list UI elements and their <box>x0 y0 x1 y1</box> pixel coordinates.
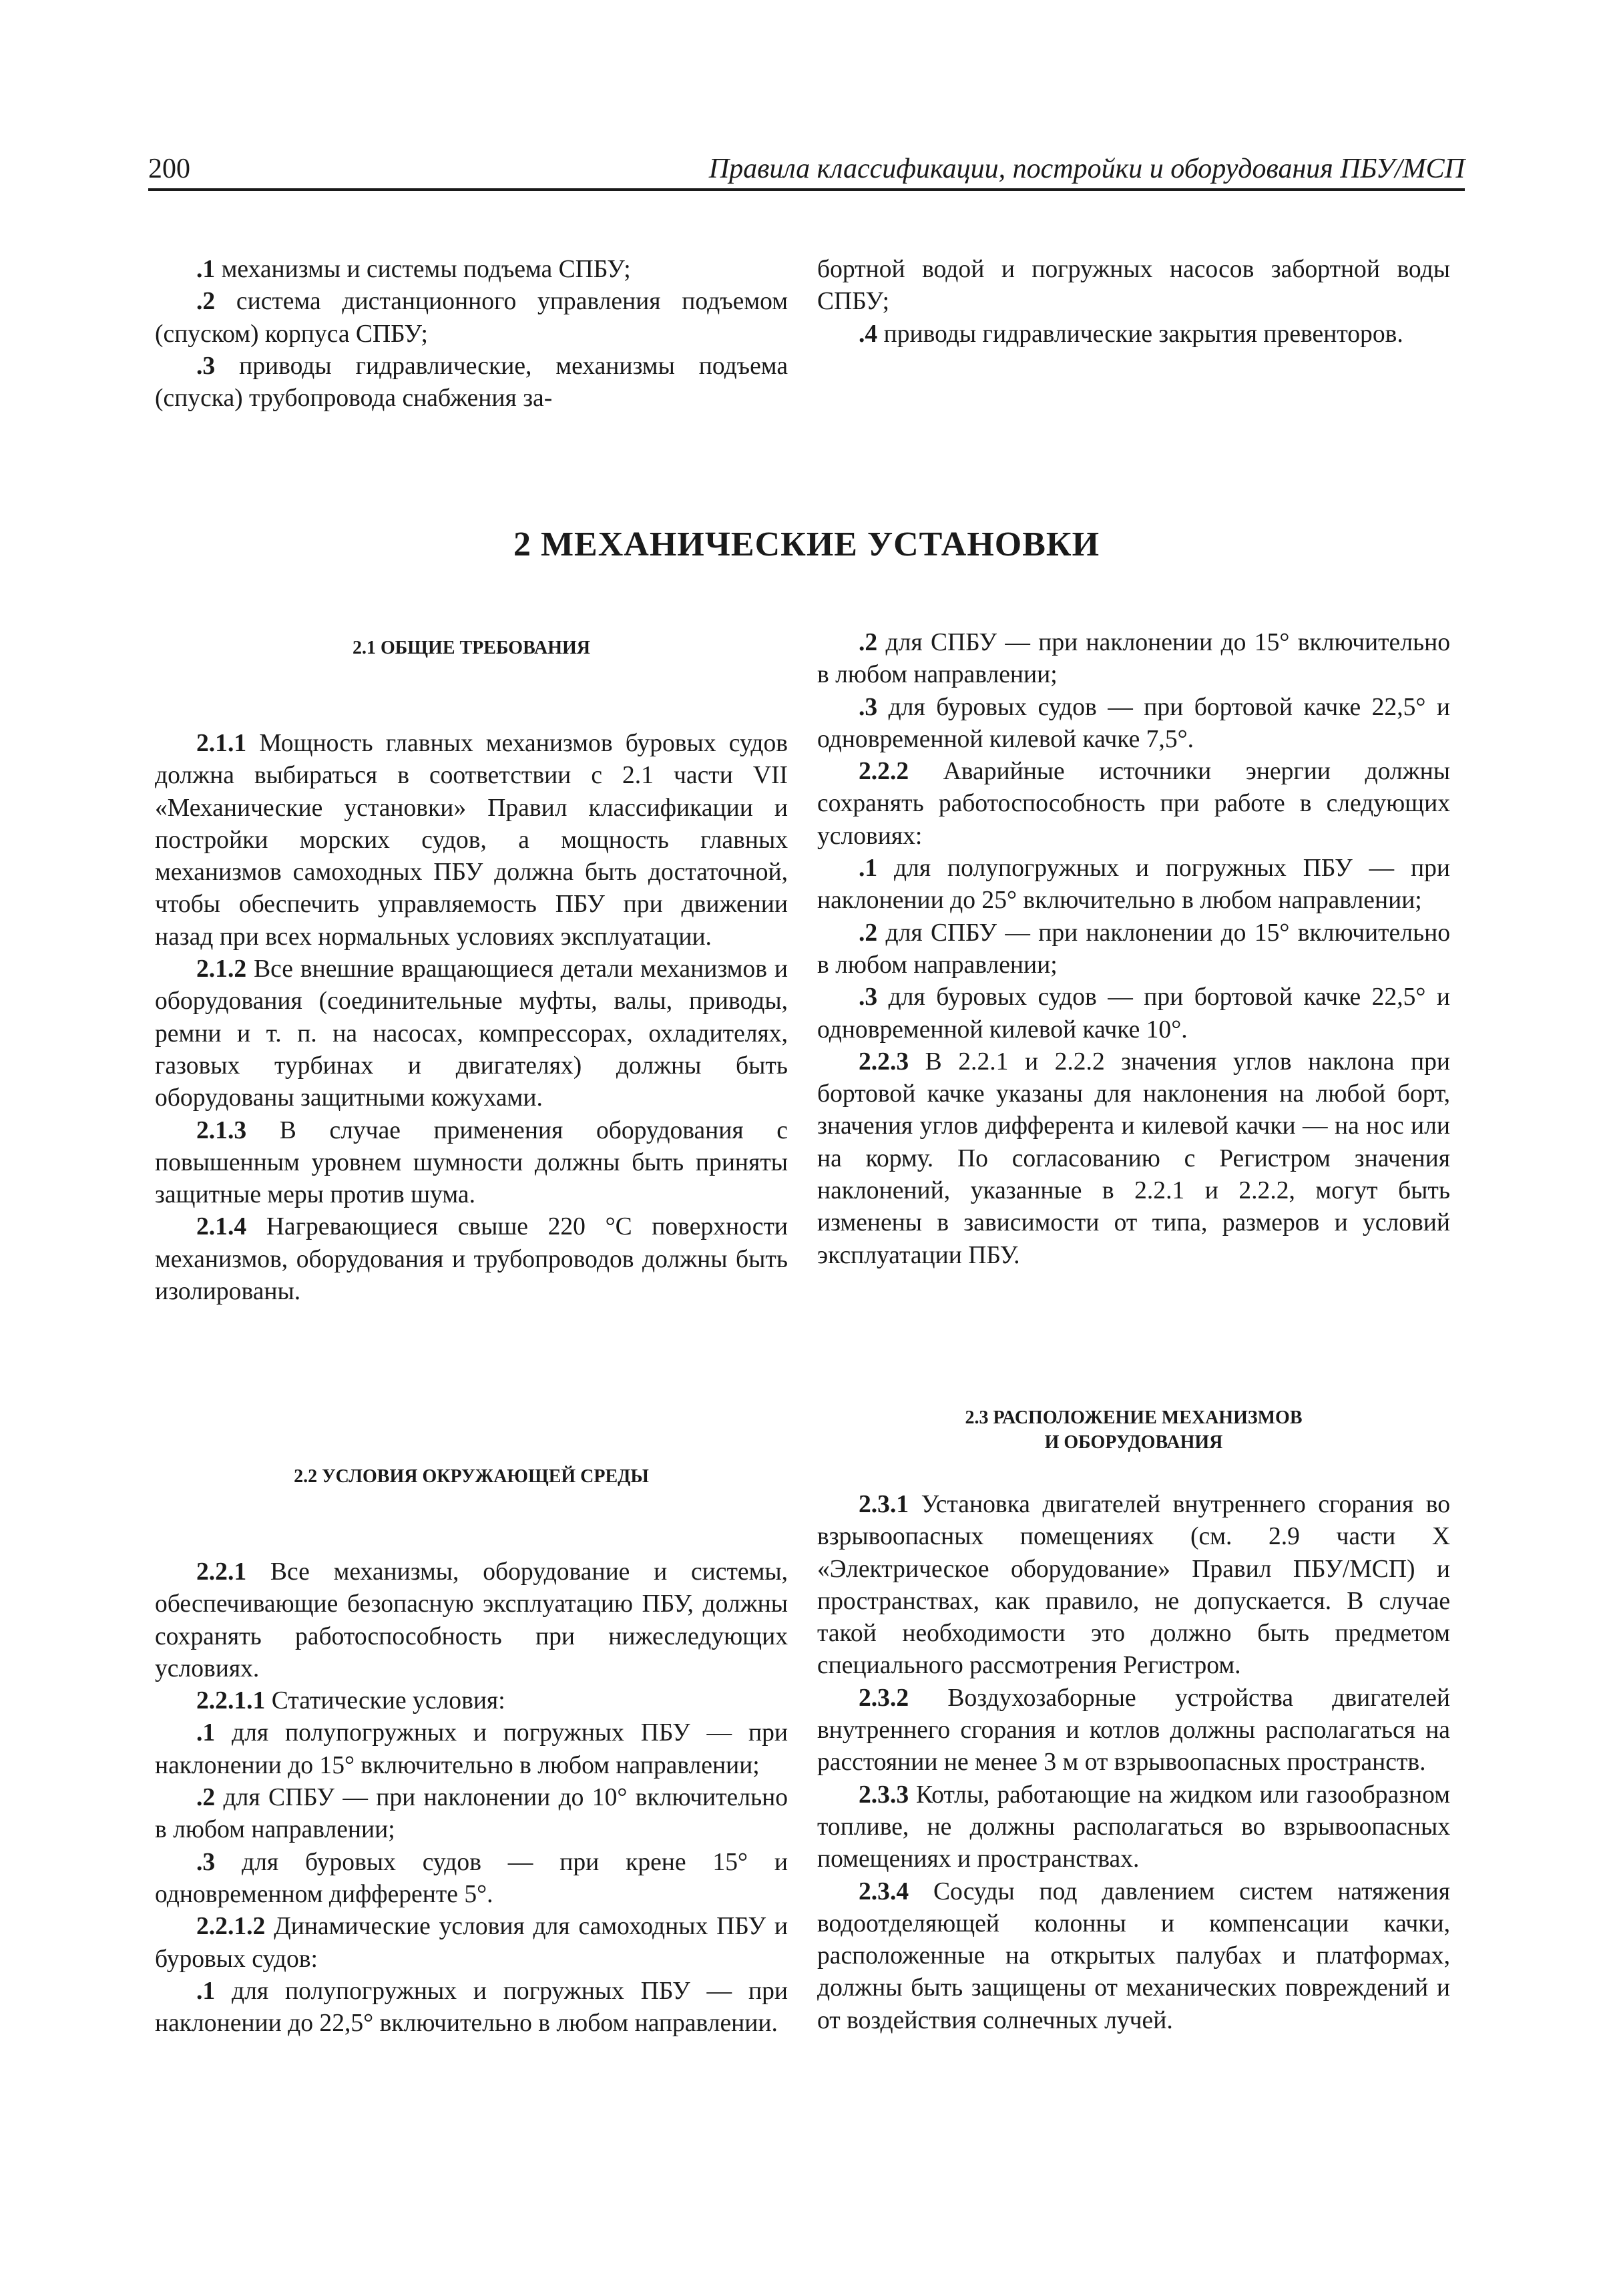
section-2-2-right-body <box>817 627 1450 1272</box>
chapter-title: 2 МЕХАНИЧЕСКИЕ УСТАНОВКИ <box>513 525 1100 563</box>
list-item: .2 для СПБУ — при наклонении до 10° включительно в любом направлении; <box>155 1784 788 1844</box>
running-header <box>148 142 1465 191</box>
paragraph: 2.3.3 Котлы, работающие на жидком или газообразном топливе, не должны располагаться во взрывоопасных помещениях и пространствах. <box>817 1781 1450 1873</box>
list-item: .3 для буровых судов — при бортовой качке 22,5° и одновременной килевой качке 10°. <box>817 983 1450 1044</box>
intro-right-column <box>817 254 1450 351</box>
list-item: .2 для СПБУ — при наклонении до 15° включительно в любом направлении; <box>817 629 1450 689</box>
list-item: .4 приводы гидравлические закрытия превенторов. <box>859 320 1403 348</box>
list-item: .1 для полупогружных и погружных ПБУ — при наклонении до 25° включительно в любом направлении; <box>817 855 1450 915</box>
section-2-2-body <box>155 1556 788 2040</box>
section-2-3-body <box>817 1489 1450 2037</box>
intro-left-column <box>155 254 788 415</box>
list-item: .3 приводы гидравлические, механизмы подъема (спуска) трубопровода снабжения за- <box>155 352 788 413</box>
section-title-line: И ОБОРУДОВАНИЯ <box>1044 1432 1223 1453</box>
list-item: .3 для буровых судов — при крене 15° и одновременном дифференте 5°. <box>155 1848 788 1908</box>
paragraph: 2.3.4 Сосуды под давлением систем натяжения водоотделяющей колонны и компенсации качки, расположенные на открытых палубах и платформах, должны быть защищены от механических повреждений и от воздействия солнечных лучей. <box>817 1877 1450 2034</box>
section-2-1-body <box>155 728 788 1308</box>
list-item: .1 для полупогружных и погружных ПБУ — при наклонении до 22,5° включительно в любом направлении. <box>155 1977 788 2038</box>
list-item: .3 для буровых судов — при бортовой качке 22,5° и одновременной килевой качке 7,5°. <box>817 693 1450 753</box>
paragraph: 2.3.2 Воздухозаборные устройства двигателей внутреннего сгорания и котлов должны располагаться на расстоянии не менее 3 м от взрывоопасных пространств. <box>817 1684 1450 1777</box>
list-item: .2 система дистанционного управления подъемом (спуском) корпуса СПБУ; <box>155 288 788 348</box>
paragraph: 2.2.1 Все механизмы, оборудование и системы, обеспечивающие безопасную эксплуатацию ПБУ, должны сохранять работоспособность при нижеследующих условиях. <box>155 1558 788 1682</box>
section-title-line: 2.3 РАСПОЛОЖЕНИЕ МЕХАНИЗМОВ <box>965 1407 1303 1428</box>
list-item: .1 для полупогружных и погружных ПБУ — при наклонении до 15° включительно в любом направлении; <box>155 1719 788 1779</box>
page-number: 200 <box>148 153 190 184</box>
paragraph: 2.2.1.1 Статические условия: <box>196 1687 505 1715</box>
section-title-2-3 <box>817 1405 1450 1455</box>
list-item: .2 для СПБУ — при наклонении до 15° включительно в любом направлении; <box>817 919 1450 979</box>
running-title: Правила классификации, постройки и оборудования ПБУ/МСП <box>708 153 1465 184</box>
list-item-continuation: бортной водой и погружных насосов забортной воды СПБУ; <box>817 256 1450 316</box>
paragraph: 2.1.3 В случае применения оборудования с повышенным уровнем шумности должны быть приняты защитные меры против шума. <box>155 1116 788 1209</box>
paragraph: 2.2.3 В 2.2.1 и 2.2.2 значения углов наклона при бортовой качке указаны для наклонения на любой борт, значения углов дифферента и килевой качки — на нос или на корму. По согласованию с Регистром значения наклонений, указанные в 2.2.1 и 2.2.2, могут быть изменены в зависимости от типа, размеров и условий эксплуатации ПБУ. <box>817 1048 1450 1269</box>
section-title-2-2: 2.2 УСЛОВИЯ ОКРУЖАЮЩЕЙ СРЕДЫ <box>294 1466 649 1487</box>
section-title-2-1: 2.1 ОБЩИЕ ТРЕБОВАНИЯ <box>353 638 590 658</box>
paragraph: 2.1.1 Мощность главных механизмов буровых судов должна выбираться в соответствии с 2.1 части VII «Механические установки» Правил классификации и постройки морских судов, а мощность главных механизмов самоходных ПБУ должна быть достаточной, чтобы обеспечить управляемость ПБУ при движении назад при всех нормальных условиях эксплуатации. <box>155 730 788 951</box>
paragraph: 2.2.2 Аварийные источники энергии должны сохранять работоспособность при работе в следующих условиях: <box>817 758 1450 850</box>
paragraph: 2.1.4 Нагревающиеся свыше 220 °С поверхности механизмов, оборудования и трубопроводов должны быть изолированы. <box>155 1213 788 1306</box>
paragraph: 2.1.2 Все внешние вращающиеся детали механизмов и оборудования (соединительные муфты, валы, приводы, ремни и т. п. на насосах, компрессорах, охладителях, газовых турбинах и двигателях) должны быть оборудованы защитными кожухами. <box>155 955 788 1112</box>
paragraph: 2.2.1.2 Динамические условия для самоходных ПБУ и буровых судов: <box>155 1913 788 1973</box>
paragraph: 2.3.1 Установка двигателей внутреннего сгорания во взрывоопасных помещениях (см. 2.9 части X «Электрическое оборудование» Правил ПБУ/МСП) и пространствах, как правило, не допускается. В случае такой необходимости это должно быть предметом специального рассмотрения Регистром. <box>817 1491 1450 1680</box>
list-item: .1 механизмы и системы подъема СПБУ; <box>196 256 631 283</box>
